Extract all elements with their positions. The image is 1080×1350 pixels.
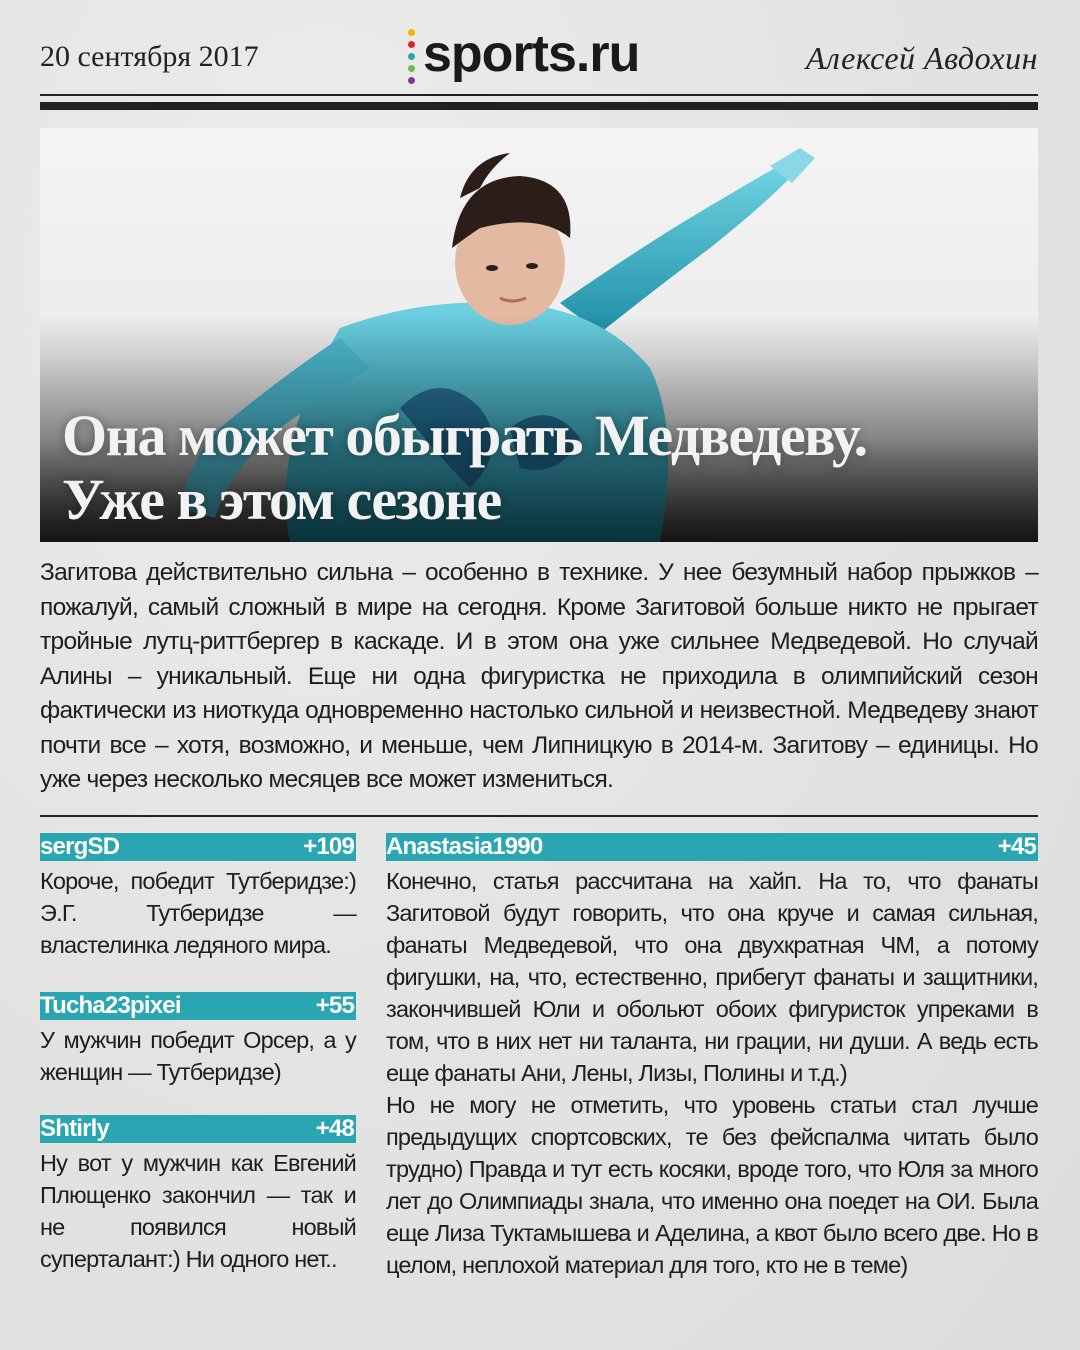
publish-date: 20 сентября 2017: [40, 40, 259, 73]
comment-text: У мужчин победит Орсер, а у женщин — Тутберидзе): [40, 1027, 356, 1085]
comment-header: [40, 992, 356, 1020]
comment-username[interactable]: sergSD: [40, 833, 120, 860]
headline-line-1: Она может обыграть Медведеву.: [62, 403, 867, 468]
divider-thick: [40, 102, 1038, 110]
comment-score: +45: [997, 833, 1036, 860]
comment-text: Короче, победит Тутберидзе:) Э.Г. Тутберидзе — властелинка ледяного мира.: [40, 868, 356, 958]
comment-card: [40, 992, 356, 1088]
header: [40, 14, 1038, 94]
headline-line-2: Уже в этом сезоне: [62, 467, 501, 532]
headline: [62, 404, 867, 532]
article-photo: [40, 128, 1038, 542]
comment-card: [40, 833, 356, 961]
lead-paragraph: Загитова действительно сильна – особенно в технике. У нее безумный набор прыжков – пожалуй, самый сложный в мире на сегодня. Кроме Загитовой больше никто не прыгает тройные лутц-риттбергер в каскаде. И в этом она уже сильнее Медведевой. Но случай Алины – уникальный. Еще ни одна фигуристка не приходила в олимпийский сезон фактически из ниоткуда одновременно настолько сильной и неизвестной. Медведеву знают почти все – хотя, возможно, и меньше, чем Липницкую в 2014-м. Загитову – единицы. Но уже через несколько месяцев все может измениться.: [40, 559, 1038, 793]
comment-score: +109: [303, 833, 354, 860]
divider: [40, 815, 1038, 817]
comment-text: [386, 865, 1038, 1281]
comment-header: [386, 833, 1038, 861]
comment-paragraph: Конечно, статья рассчитана на хайп. На то, что фанаты Загитовой будут говорить, что она круче и самая сильная, фанаты Медведевой, что она двухкратная ЧМ, а потому фигушки, на, что, естественно, прибегут фанаты и защитники, закончившей Юли и обольют обоих фигуристок упреками в том, что в них нет ни таланта, ни грации, ни души. А ведь есть еще фанаты Ани, Лены, Лизы, Полины и т.д.): [386, 868, 1038, 1086]
logo-text: sports.ru: [423, 25, 640, 83]
comment-card: [386, 833, 1038, 1281]
sports-ru-logo[interactable]: [408, 14, 639, 94]
comment-username[interactable]: Shtirly: [40, 1115, 110, 1142]
comment-paragraph: Но не могу не отметить, что уровень статьи стал лучше предыдущих спортсовских, те без фейспалма читать было трудно) Правда и тут есть косяки, вроде того, что Юля за много лет до Олимпиады знала, что именно она поедет на ОИ. Была еще Лиза Туктамышева и Аделина, а квот было всего две. Но в целом, неплохой материал для того, кто не в теме): [386, 1092, 1038, 1278]
comment-score: +55: [315, 992, 354, 1019]
author-name: Алексей Авдохин: [805, 40, 1038, 76]
comment-username[interactable]: Tucha23pixei: [40, 992, 181, 1019]
comment-text: Ну вот у мужчин как Евгений Плющенко закончил — так и не появился новый суперталант:) Ни одного нет..: [40, 1150, 356, 1272]
comment-header: [40, 833, 356, 861]
logo-dots-icon: [408, 29, 415, 84]
comment-username[interactable]: Anastasia1990: [386, 833, 543, 860]
divider: [40, 94, 1038, 96]
comment-header: [40, 1115, 356, 1143]
comment-card: [40, 1115, 356, 1275]
comment-score: +48: [315, 1115, 354, 1142]
